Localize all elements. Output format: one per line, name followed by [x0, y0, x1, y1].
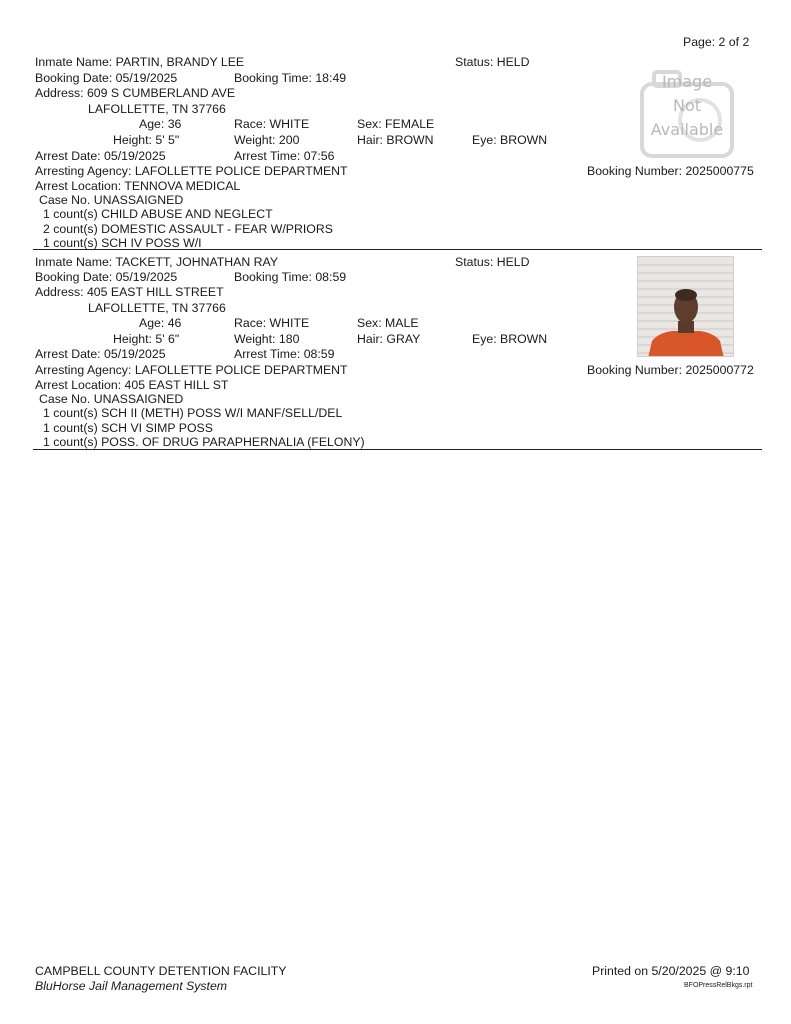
- booking-number-row: [587, 363, 754, 377]
- arrest-time-value: 07:56: [303, 149, 335, 163]
- arrest-location-value: 405 EAST HILL ST: [124, 378, 229, 392]
- booking-time-value: 08:59: [315, 270, 347, 284]
- sex-row: [357, 117, 434, 131]
- sex-value: MALE: [385, 316, 419, 330]
- sex-value: FEMALE: [385, 117, 435, 131]
- address-label: Address:: [35, 285, 84, 299]
- arresting-agency-label: Arresting Agency:: [35, 363, 132, 377]
- age-label: Age:: [139, 117, 165, 131]
- record-divider: [33, 449, 762, 450]
- charge-line: 1 count(s) POSS. OF DRUG PARAPHERNALIA (FELONY): [43, 435, 365, 449]
- mugshot-image: [638, 257, 734, 357]
- arresting-agency-row: [35, 164, 348, 178]
- weight-value: 180: [278, 332, 300, 346]
- charge-line: 1 count(s) SCH VI SIMP POSS: [43, 421, 213, 435]
- race-label: Race:: [234, 316, 267, 330]
- case-no-value: UNASSAIGNED: [93, 392, 184, 406]
- arresting-agency-row: [35, 363, 348, 377]
- eye-label: Eye:: [472, 332, 497, 346]
- mugshot-photo: [637, 256, 734, 357]
- booking-date-label: Booking Date:: [35, 270, 113, 284]
- arrest-time-row: [234, 149, 334, 163]
- eye-row: [472, 133, 547, 147]
- address-line2: LAFOLLETTE, TN 37766: [88, 301, 226, 315]
- height-value: 5' 6": [155, 332, 180, 346]
- case-no-row: [39, 392, 183, 406]
- report-filename: BFOPressRelBkgs.rpt: [684, 982, 753, 989]
- page-number: Page: 2 of 2: [683, 35, 750, 49]
- booking-number-label: Booking Number:: [587, 363, 683, 377]
- arrest-date-value: 05/19/2025: [104, 347, 166, 361]
- booking-date-row: [35, 71, 177, 85]
- arrest-location-value: TENNOVA MEDICAL: [124, 179, 241, 193]
- height-label: Height:: [113, 332, 152, 346]
- eye-value: BROWN: [500, 332, 548, 346]
- charge-line: 1 count(s) CHILD ABUSE AND NEGLECT: [43, 207, 273, 221]
- age-label: Age:: [139, 316, 165, 330]
- arrest-location-row: [35, 179, 240, 193]
- inmate-name-row: [35, 55, 244, 69]
- address-row: [35, 285, 224, 299]
- arresting-agency-value: LAFOLLETTE POLICE DEPARTMENT: [134, 164, 348, 178]
- height-row: [113, 332, 179, 346]
- arrest-location-label: Arrest Location:: [35, 179, 122, 193]
- photo-placeholder-line: Image: [661, 72, 713, 91]
- case-no-row: [39, 193, 183, 207]
- status-value: HELD: [496, 255, 530, 269]
- booking-number-value: 2025000775: [685, 164, 754, 178]
- booking-number-value: 2025000772: [685, 363, 754, 377]
- photo-placeholder-line: Not: [672, 96, 702, 115]
- arrest-time-label: Arrest Time:: [234, 347, 301, 361]
- weight-row: [234, 332, 299, 346]
- arrest-time-label: Arrest Time:: [234, 149, 301, 163]
- weight-label: Weight:: [234, 133, 276, 147]
- eye-row: [472, 332, 547, 346]
- booking-time-row: [234, 270, 346, 284]
- booking-date-label: Booking Date:: [35, 71, 113, 85]
- photo-placeholder-line: Available: [650, 120, 724, 139]
- arrest-date-row: [35, 347, 166, 361]
- inmate-name-label: Inmate Name:: [35, 55, 113, 69]
- arrest-time-row: [234, 347, 334, 361]
- arresting-agency-label: Arresting Agency:: [35, 164, 132, 178]
- charge-line: 1 count(s) SCH II (METH) POSS W/I MANF/SELL/DEL: [43, 406, 343, 420]
- hair-row: [357, 133, 434, 147]
- weight-row: [234, 133, 299, 147]
- charge-line: 2 count(s) DOMESTIC ASSAULT - FEAR W/PRIORS: [43, 222, 333, 236]
- arrest-date-row: [35, 149, 166, 163]
- height-row: [113, 133, 179, 147]
- charge-line: 1 count(s) SCH IV POSS W/I: [43, 236, 202, 250]
- weight-value: 200: [278, 133, 300, 147]
- booking-time-label: Booking Time:: [234, 270, 312, 284]
- hair-label: Hair:: [357, 332, 383, 346]
- address-line1: 405 EAST HILL STREET: [86, 285, 224, 299]
- address-label: Address:: [35, 86, 84, 100]
- status-row: [455, 55, 530, 69]
- hair-value: GRAY: [386, 332, 421, 346]
- booking-date-value: 05/19/2025: [115, 71, 178, 85]
- race-value: WHITE: [269, 117, 310, 131]
- booking-date-value: 05/19/2025: [115, 270, 178, 284]
- booking-number-row: [587, 164, 754, 178]
- sex-row: [357, 316, 419, 330]
- age-value: 36: [167, 117, 182, 131]
- eye-value: BROWN: [500, 133, 548, 147]
- inmate-name-value: TACKETT, JOHNATHAN RAY: [115, 255, 279, 269]
- booking-time-label: Booking Time:: [234, 71, 312, 85]
- weight-label: Weight:: [234, 332, 276, 346]
- booking-time-value: 18:49: [315, 71, 347, 85]
- address-line2: LAFOLLETTE, TN 37766: [88, 102, 226, 116]
- case-no-value: UNASSAIGNED: [93, 193, 184, 207]
- system-name: BluHorse Jail Management System: [35, 979, 228, 993]
- facility-name: CAMPBELL COUNTY DETENTION FACILITY: [35, 964, 287, 978]
- hair-label: Hair:: [357, 133, 383, 147]
- height-label: Height:: [113, 133, 152, 147]
- race-row: [234, 117, 309, 131]
- height-value: 5' 5": [155, 133, 180, 147]
- eye-label: Eye:: [472, 133, 497, 147]
- case-no-label: Case No.: [39, 392, 91, 406]
- printed-timestamp: Printed on 5/20/2025 @ 9:10: [592, 964, 750, 978]
- age-row: [139, 117, 181, 131]
- race-row: [234, 316, 309, 330]
- arrest-date-value: 05/19/2025: [104, 149, 166, 163]
- case-no-label: Case No.: [39, 193, 91, 207]
- arresting-agency-value: LAFOLLETTE POLICE DEPARTMENT: [134, 363, 348, 377]
- arrest-date-label: Arrest Date:: [35, 149, 101, 163]
- sex-label: Sex:: [357, 316, 382, 330]
- status-label: Status:: [455, 255, 494, 269]
- arrest-location-label: Arrest Location:: [35, 378, 122, 392]
- inmate-name-label: Inmate Name:: [35, 255, 113, 269]
- record-divider: [33, 249, 762, 250]
- race-value: WHITE: [269, 316, 310, 330]
- status-row: [455, 255, 530, 269]
- sex-label: Sex:: [357, 117, 382, 131]
- hair-value: BROWN: [386, 133, 434, 147]
- address-line1: 609 S CUMBERLAND AVE: [86, 86, 236, 100]
- booking-time-row: [234, 71, 346, 85]
- hair-row: [357, 332, 420, 346]
- age-row: [139, 316, 181, 330]
- inmate-name-value: PARTIN, BRANDY LEE: [115, 55, 245, 69]
- inmate-name-row: [35, 255, 278, 269]
- arrest-date-label: Arrest Date:: [35, 347, 101, 361]
- address-row: [35, 86, 235, 100]
- photo-unavailable-placeholder: [640, 62, 734, 160]
- race-label: Race:: [234, 117, 267, 131]
- booking-number-label: Booking Number:: [587, 164, 683, 178]
- booking-date-row: [35, 270, 177, 284]
- status-value: HELD: [496, 55, 530, 69]
- arrest-time-value: 08:59: [303, 347, 335, 361]
- arrest-location-row: [35, 378, 228, 392]
- age-value: 46: [167, 316, 182, 330]
- status-label: Status:: [455, 55, 494, 69]
